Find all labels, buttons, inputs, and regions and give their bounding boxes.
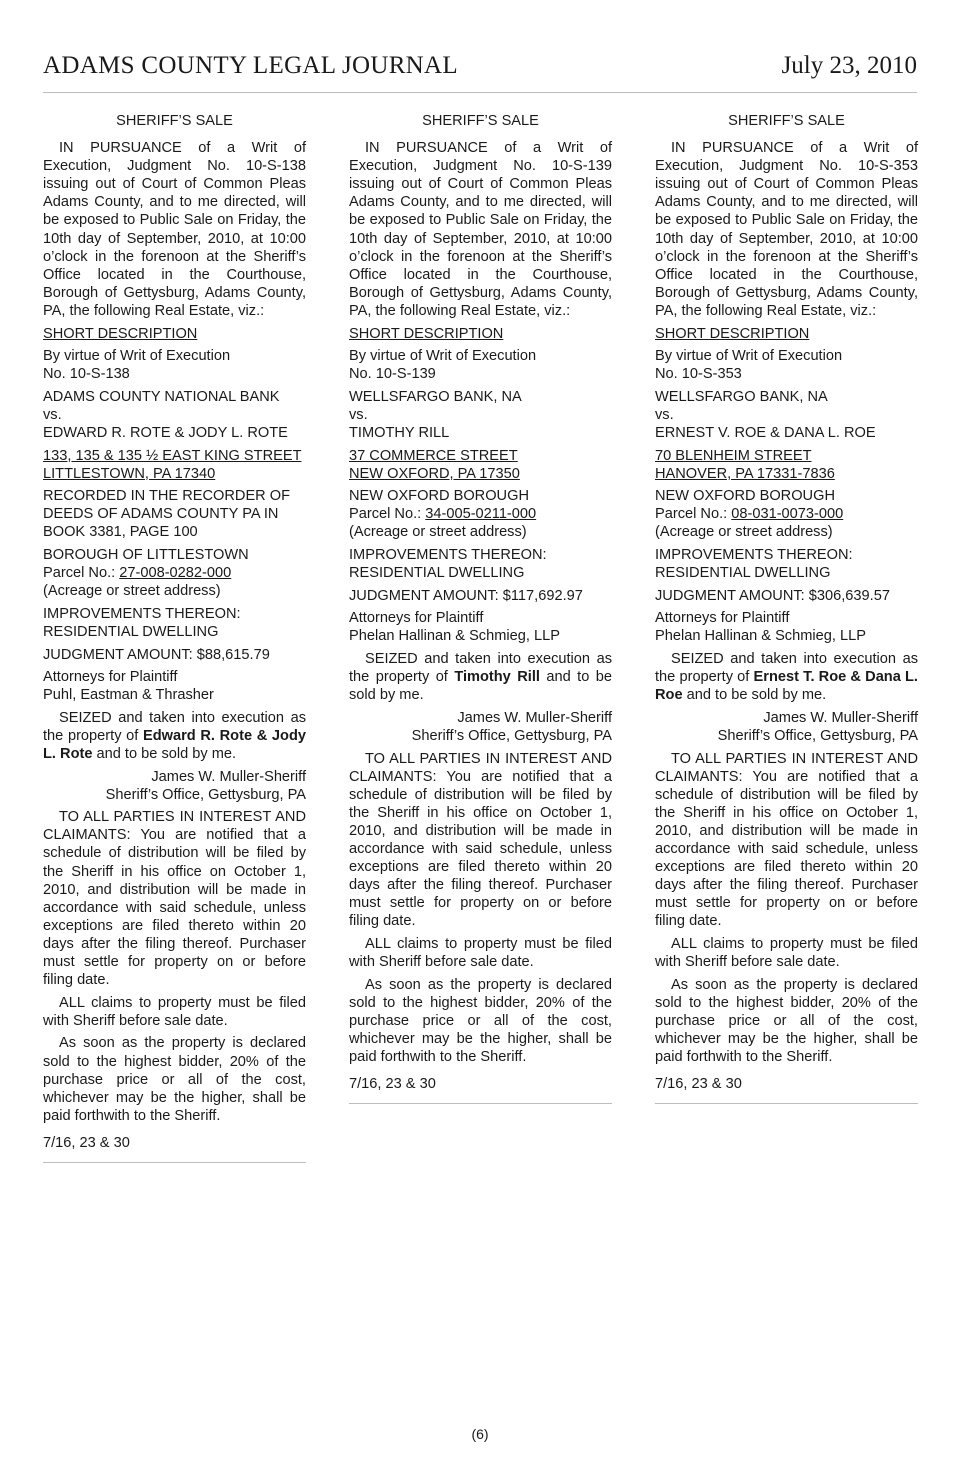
sheriff-signature [43, 768, 306, 804]
parcel-number: 27-008-0282-000 [119, 565, 232, 582]
notice-heading: SHERIFF’S SALE [116, 113, 233, 129]
versus: vs. [655, 406, 674, 423]
writ-line: By virtue of Writ of Execution [43, 348, 231, 365]
writ-number: No. 10-S-139 [349, 366, 436, 383]
address-line-1: 70 BLENHEIM STREET [655, 447, 812, 464]
sheriff-sale-notice-2 [349, 112, 612, 1104]
payment-notice: As soon as the property is declared sold to the highest bidder, 20% of the purchase price or all of the cost, whichever may be the higher, shall be paid forthwith to the Sheriff. [43, 1035, 306, 1124]
parcel-number: 08-031-0073-000 [731, 506, 844, 523]
judgment-amount: JUDGMENT AMOUNT: $117,692.97 [349, 587, 583, 604]
acreage-note: (Acreage or street address) [349, 524, 527, 541]
improvements-value: RESIDENTIAL DWELLING [349, 565, 525, 582]
publication-dates: 7/16, 23 & 30 [349, 1076, 436, 1093]
property-owner: Ernest T. Roe & Dana L. Roe [655, 669, 918, 704]
defendant: TIMOTHY RILL [349, 425, 450, 441]
attorneys-name: Puhl, Eastman & Thrasher [43, 687, 214, 704]
claims-notice: ALL claims to property must be filed with Sheriff before sale date. [43, 994, 306, 1029]
claims-notice: ALL claims to property must be filed with Sheriff before sale date. [655, 935, 918, 971]
improvements-block [349, 546, 612, 582]
acreage-note: (Acreage or street address) [43, 583, 221, 600]
parcel-block [655, 487, 918, 541]
journal-title: ADAMS COUNTY LEGAL JOURNAL [43, 52, 458, 79]
sheriff-signature [655, 709, 918, 745]
seized-text: SEIZED and taken into execution as the property of [655, 651, 918, 686]
sheriff-office: Sheriff’s Office, Gettysburg, PA [411, 727, 612, 744]
borough: NEW OXFORD BOROUGH [655, 488, 835, 505]
judgment-amount: JUDGMENT AMOUNT: $306,639.57 [655, 587, 890, 604]
borough: BOROUGH OF LITTLESTOWN [43, 547, 249, 564]
improvements-block [43, 605, 306, 641]
sheriff-office: Sheriff’s Office, Gettysburg, PA [717, 727, 918, 744]
notice-intro: IN PURSUANCE of a Writ of Execution, Judgment No. 10-S-138 issuing out of Court of Common Pleas Adams County, and to me directed, will be exposed to Public Sale on Friday, the 10th day of September, 2010, at 10:00 o’clock in the forenoon at the Sheriff’s Office located in the Courthouse, Borough of Gettysburg, Adams County, PA, the following Real Estate, viz.: [43, 140, 306, 319]
parcel-block [43, 546, 306, 600]
property-address [655, 447, 918, 483]
plaintiff: WELLSFARGO BANK, NA [655, 388, 828, 405]
sheriff-signature [349, 709, 612, 745]
seized-statement [43, 709, 306, 763]
seized-statement [655, 650, 918, 704]
improvements-block [655, 546, 918, 582]
sheriff-name: James W. Muller-Sheriff [151, 768, 306, 785]
writ-block [349, 347, 612, 383]
short-description-label: SHORT DESCRIPTION [43, 325, 198, 342]
page-number: (6) [471, 1426, 489, 1442]
seized-text-end: and to be sold by me. [349, 669, 612, 704]
seized-text: SEIZED and taken into execution as the property of [43, 709, 306, 744]
writ-number: No. 10-S-138 [43, 366, 130, 383]
parcel-label: Parcel No.: [43, 565, 120, 582]
versus: vs. [349, 406, 368, 423]
journal-header [43, 52, 917, 93]
judgment-amount: JUDGMENT AMOUNT: $88,615.79 [43, 646, 270, 663]
parties-block [43, 388, 306, 442]
property-address [349, 447, 612, 483]
acreage-note: (Acreage or street address) [655, 524, 833, 541]
sheriff-sale-notice-3 [655, 112, 918, 1104]
notice-heading: SHERIFF’S SALE [422, 113, 539, 129]
attorneys-name: Phelan Hallinan & Schmieg, LLP [655, 628, 866, 645]
sheriff-name: James W. Muller-Sheriff [763, 709, 918, 726]
recorded-line-2: DEEDS OF ADAMS COUNTY PA IN [43, 506, 279, 523]
defendant: ERNEST V. ROE & DANA L. ROE [655, 425, 876, 441]
improvements-label: IMPROVEMENTS THEREON: [655, 547, 853, 564]
borough: NEW OXFORD BOROUGH [349, 488, 529, 505]
short-description-label: SHORT DESCRIPTION [655, 325, 810, 342]
payment-notice: As soon as the property is declared sold to the highest bidder, 20% of the purchase price or all of the cost, whichever may be the higher, shall be paid forthwith to the Sheriff. [655, 976, 918, 1065]
property-owner: Edward R. Rote & Jody L. Rote [43, 727, 306, 762]
attorneys-block [43, 668, 306, 704]
address-line-1: 133, 135 & 135 ½ EAST KING STREET [43, 447, 302, 464]
notice-intro: IN PURSUANCE of a Writ of Execution, Judgment No. 10-S-139 issuing out of Court of Common Pleas Adams County, and to me directed, will be exposed to Public Sale on Friday, the 10th day of September, 2010, at 10:00 o’clock in the forenoon at the Sheriff’s Office located in the Courthouse, Borough of Gettysburg, Adams County, PA, the following Real Estate, viz.: [349, 140, 612, 319]
parties-block [655, 388, 918, 442]
property-address [43, 447, 306, 483]
sheriff-office: Sheriff’s Office, Gettysburg, PA [105, 786, 306, 803]
distribution-notice: TO ALL PARTIES IN INTEREST AND CLAIMANTS: You are notified that a schedule of distribution will be filed by the Sheriff in his office on October 1, 2010, and distribution will be made in accordance with said schedule, unless exceptions are filed thereto within 20 days after the filing thereof. Purchaser must settle for property on or before filing date. [655, 750, 918, 930]
column-divider [349, 1103, 612, 1104]
attorneys-block [349, 609, 612, 645]
defendant: EDWARD R. ROTE & JODY L. ROTE [43, 425, 288, 441]
attorneys-name: Phelan Hallinan & Schmieg, LLP [349, 628, 560, 645]
column-divider [43, 1162, 306, 1163]
attorneys-label: Attorneys for Plaintiff [43, 669, 178, 686]
writ-number: No. 10-S-353 [655, 366, 742, 383]
notice-intro: IN PURSUANCE of a Writ of Execution, Judgment No. 10-S-353 issuing out of Court of Common Pleas Adams County, and to me directed, will be exposed to Public Sale on Friday, the 10th day of September, 2010, at 10:00 o’clock in the forenoon at the Sheriff’s Office located in the Courthouse, Borough of Gettysburg, Adams County, PA, the following Real Estate, viz.: [655, 140, 918, 319]
attorneys-label: Attorneys for Plaintiff [349, 610, 484, 627]
improvements-label: IMPROVEMENTS THEREON: [43, 605, 241, 622]
short-description-label: SHORT DESCRIPTION [349, 325, 504, 342]
attorneys-block [655, 609, 918, 645]
column-divider [655, 1103, 918, 1104]
address-line-1: 37 COMMERCE STREET [349, 447, 518, 464]
property-owner: Timothy Rill [454, 669, 540, 686]
attorneys-label: Attorneys for Plaintiff [655, 610, 790, 627]
improvements-label: IMPROVEMENTS THEREON: [349, 547, 547, 564]
address-line-2: LITTLESTOWN, PA 17340 [43, 465, 216, 482]
seized-text-end: and to be sold by me. [682, 687, 827, 704]
plaintiff: ADAMS COUNTY NATIONAL BANK [43, 388, 280, 405]
parcel-number: 34-005-0211-000 [425, 506, 537, 523]
address-line-2: NEW OXFORD, PA 17350 [349, 465, 520, 482]
writ-line: By virtue of Writ of Execution [655, 348, 843, 365]
seized-statement [349, 650, 612, 704]
writ-block [43, 347, 306, 383]
sheriff-sale-notice-1 [43, 112, 306, 1163]
issue-date: July 23, 2010 [781, 52, 917, 79]
distribution-notice: TO ALL PARTIES IN INTEREST AND CLAIMANTS: You are notified that a schedule of distribution will be filed by the Sheriff in his office on October 1, 2010, and distribution will be made in accordance with said schedule, unless exceptions are filed thereto within 20 days after the filing thereof. Purchaser must settle for property on or before filing date. [43, 809, 306, 989]
claims-notice: ALL claims to property must be filed with Sheriff before sale date. [349, 935, 612, 971]
parcel-label: Parcel No.: [655, 506, 732, 523]
address-line-2: HANOVER, PA 17331-7836 [655, 465, 835, 482]
notice-heading: SHERIFF’S SALE [728, 113, 845, 129]
writ-block [655, 347, 918, 383]
publication-dates: 7/16, 23 & 30 [655, 1076, 742, 1093]
seized-text: SEIZED and taken into execution as the property of [349, 651, 612, 686]
recorded-line-3: BOOK 3381, PAGE 100 [43, 524, 198, 541]
recorded-block [43, 487, 306, 541]
payment-notice: As soon as the property is declared sold to the highest bidder, 20% of the purchase price or all of the cost, whichever may be the higher, shall be paid forthwith to the Sheriff. [349, 976, 612, 1065]
improvements-value: RESIDENTIAL DWELLING [655, 565, 831, 582]
seized-text-end: and to be sold by me. [92, 746, 237, 762]
parcel-label: Parcel No.: [349, 506, 426, 523]
parcel-block [349, 487, 612, 541]
sheriff-name: James W. Muller-Sheriff [457, 709, 612, 726]
plaintiff: WELLSFARGO BANK, NA [349, 388, 522, 405]
improvements-value: RESIDENTIAL DWELLING [43, 623, 219, 640]
distribution-notice: TO ALL PARTIES IN INTEREST AND CLAIMANTS: You are notified that a schedule of distribution will be filed by the Sheriff in his office on October 1, 2010, and distribution will be made in accordance with said schedule, unless exceptions are filed thereto within 20 days after the filing thereof. Purchaser must settle for property on or before filing date. [349, 750, 612, 930]
versus: vs. [43, 406, 62, 423]
recorded-line-1: RECORDED IN THE RECORDER OF [43, 488, 291, 505]
publication-dates: 7/16, 23 & 30 [43, 1134, 130, 1151]
writ-line: By virtue of Writ of Execution [349, 348, 537, 365]
parties-block [349, 388, 612, 442]
